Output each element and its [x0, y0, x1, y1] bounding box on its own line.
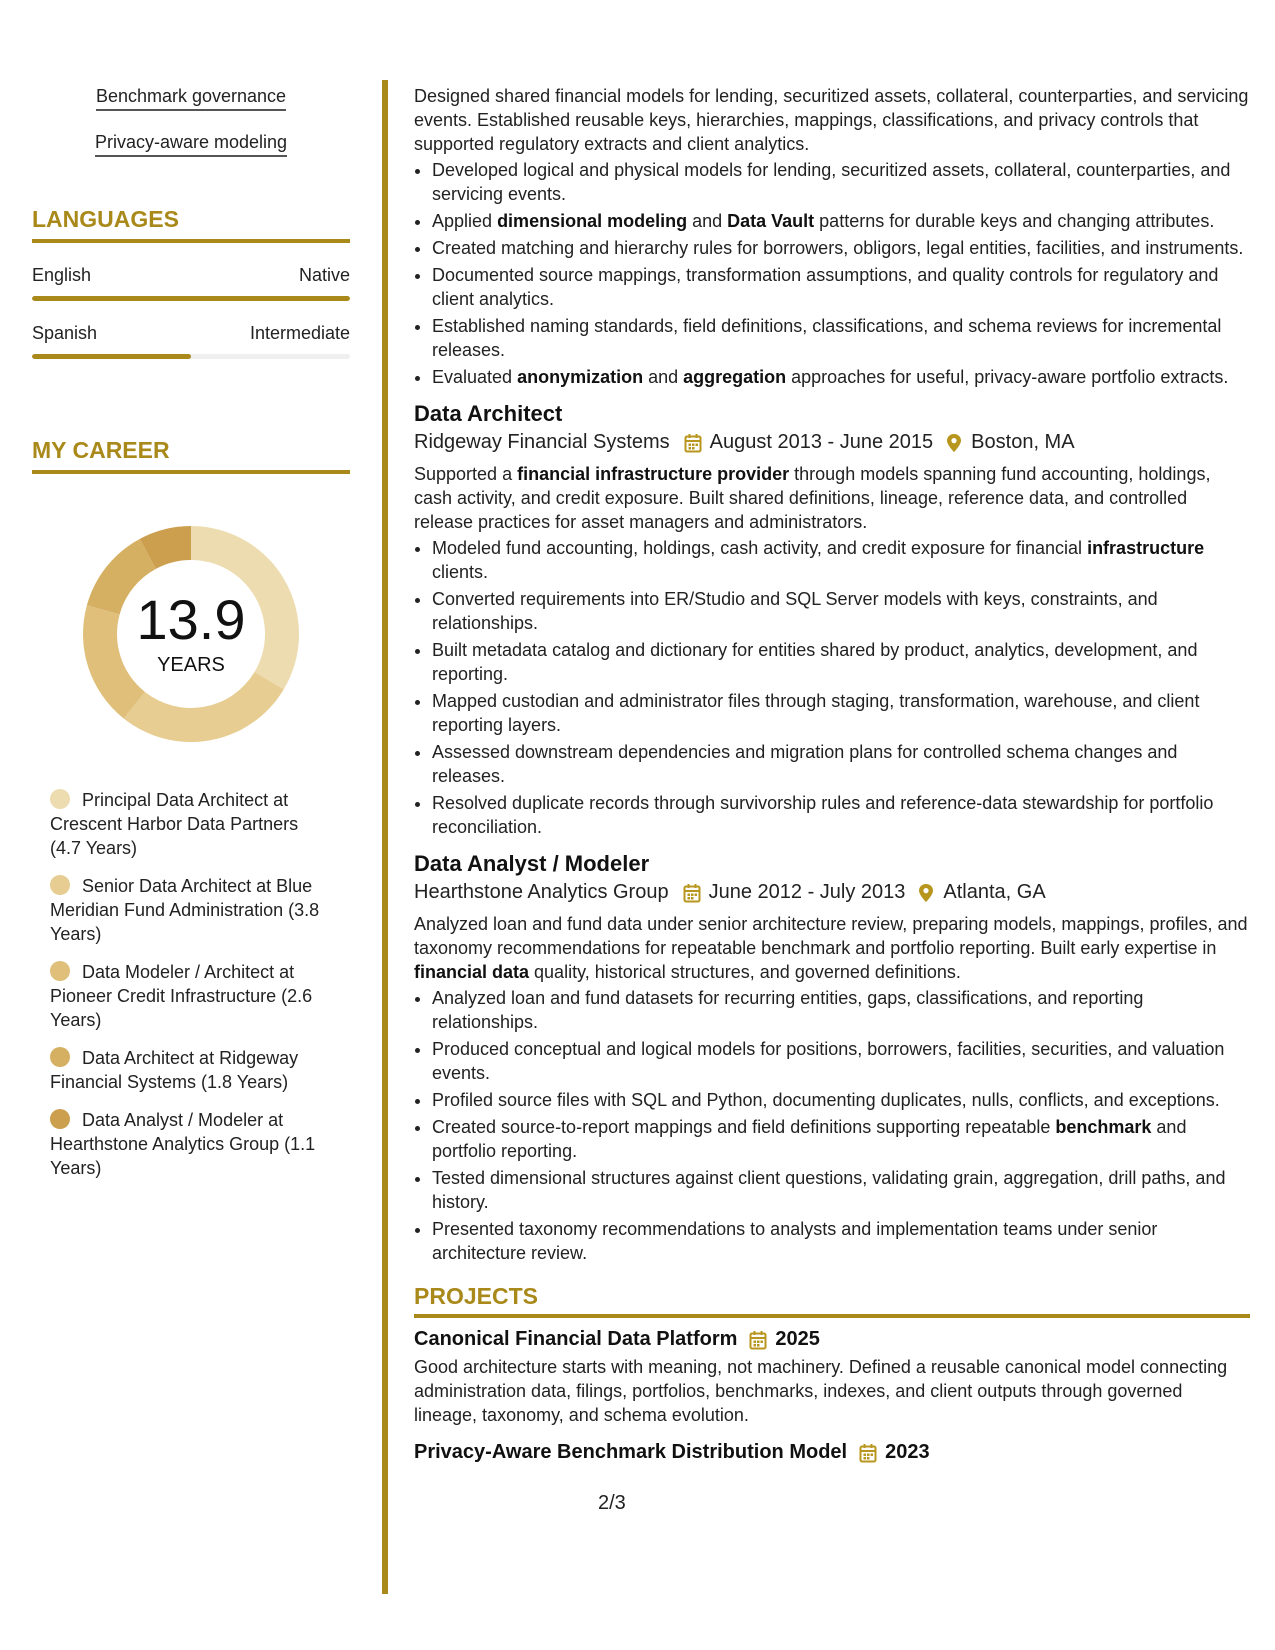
language-level: Intermediate — [249, 323, 350, 343]
projects-heading: PROJECTS — [414, 1283, 1250, 1318]
project-description: Good architecture starts with meaning, not machinery. Defined a reusable canonical model connecting administration data, filings, portfolios, benchmarks, indexes, and client outputs through governed lineage, taxonomy, and schema evolution. — [414, 1357, 1228, 1425]
legend-label: Principal Data Architect at Crescent Harbor Data Partners (4.7 Years) — [50, 790, 299, 858]
job-entry — [414, 401, 1250, 839]
legend-dot — [50, 1047, 70, 1067]
bullet-item: • Built metadata catalog and dictionary for entities shared by product, analytics, development, and reporting. — [432, 638, 1250, 686]
job-summary: Supported a financial infrastructure provider through models spanning fund accounting, holdings, cash activity, and credit exposure. Built shared definitions, lineage, reference data, and controlled release practices for asset managers and administrators. — [414, 464, 1211, 532]
career-heading: MY CAREER — [32, 437, 350, 474]
language-name: English — [32, 265, 92, 285]
calendar-icon — [683, 883, 701, 903]
bullet-item: • Created source-to-report mappings and field definitions supporting repeatable benchmark and portfolio reporting. — [432, 1115, 1250, 1163]
map-pin-icon — [917, 883, 935, 903]
sidebar — [32, 80, 350, 1194]
project-title-row — [414, 1441, 1250, 1464]
job-summary: Analyzed loan and fund data under senior architecture review, preparing models, mappings, profiles, and taxonomy recommendations for repeatable benchmark and portfolio reporting. Built early expertise in financial data quality, historical structures, and governed definitions. — [414, 914, 1248, 982]
job-company: Hearthstone Analytics Group — [414, 881, 669, 903]
job-title: Data Architect — [414, 401, 563, 426]
language-bar-fill — [32, 296, 350, 301]
map-pin-icon — [945, 433, 963, 453]
project-entry — [414, 1441, 1250, 1464]
job-dates: June 2012 - July 2013 — [708, 881, 906, 903]
job-title: Data Analyst / Modeler — [414, 851, 650, 876]
page-number: 2/3 — [598, 1492, 626, 1514]
column-divider — [382, 80, 388, 1594]
language-bar — [32, 354, 350, 359]
job-entry — [414, 851, 1250, 1265]
project-year: 2023 — [885, 1441, 930, 1463]
job-company: Ridgeway Financial Systems — [414, 431, 670, 453]
career-section — [32, 437, 350, 1180]
job-bullets — [414, 986, 1250, 1265]
bullet-item: • Modeled fund accounting, holdings, cash activity, and credit exposure for financial infrastructure clients. — [432, 536, 1250, 584]
role-summary: Designed shared financial models for lending, securitized assets, collateral, counterparties, and servicing events. Established reusable keys, hierarchies, mappings, classifications, and privacy controls that supported regulatory extracts and client analytics. — [414, 86, 1249, 154]
language-bar — [32, 296, 350, 301]
job-meta — [414, 431, 1250, 454]
bullet-item: • Created matching and hierarchy rules for borrowers, obligors, legal entities, facilities, and instruments. — [432, 236, 1250, 260]
bullet-item: • Converted requirements into ER/Studio and SQL Server models with keys, constraints, and relationships. — [432, 587, 1250, 635]
legend-dot — [50, 789, 70, 809]
career-legend — [32, 788, 350, 1180]
legend-dot — [50, 1109, 70, 1129]
project-title-row — [414, 1328, 1250, 1351]
intro-block — [414, 84, 1250, 389]
career-legend-item — [50, 874, 330, 946]
bullet-item: • Mapped custodian and administrator files through staging, transformation, warehouse, and client reporting layers. — [432, 689, 1250, 737]
bullet-item: • Established naming standards, field definitions, classifications, and schema reviews for incremental releases. — [432, 314, 1250, 362]
bullet-item: • Developed logical and physical models for lending, securitized assets, collateral, counterparties, and servicing events. — [432, 158, 1250, 206]
languages-section — [32, 206, 350, 359]
calendar-icon — [684, 433, 702, 453]
language-bar-fill — [32, 354, 191, 359]
project-year: 2025 — [775, 1328, 820, 1350]
legend-label: Data Modeler / Architect at Pioneer Credit Infrastructure (2.6 Years) — [50, 962, 313, 1030]
language-level: Native — [298, 265, 350, 285]
job-location: Atlanta, GA — [943, 881, 1046, 903]
legend-label: Data Architect at Ridgeway Financial Systems (1.8 Years) — [50, 1048, 299, 1092]
legend-label: Senior Data Architect at Blue Meridian Fund Administration (3.8 Years) — [50, 876, 320, 944]
main-content — [414, 84, 1250, 1468]
language-item — [32, 265, 350, 301]
job-dates: August 2013 - June 2015 — [709, 431, 934, 453]
career-total-value: 13.9 — [136, 587, 246, 651]
career-legend-item — [50, 788, 330, 860]
job-meta — [414, 881, 1250, 904]
projects-section — [414, 1283, 1250, 1464]
bullet-item: • Applied dimensional modeling and Data Vault patterns for durable keys and changing attributes. — [432, 209, 1250, 233]
job-bullets — [414, 536, 1250, 839]
language-item — [32, 323, 350, 359]
project-title: Canonical Financial Data Platform — [414, 1328, 738, 1350]
bullet-item: • Analyzed loan and fund datasets for recurring entities, gaps, classifications, and reporting relationships. — [432, 986, 1250, 1034]
legend-label: Data Analyst / Modeler at Hearthstone Analytics Group (1.1 Years) — [50, 1110, 316, 1178]
legend-dot — [50, 875, 70, 895]
career-legend-item — [50, 1108, 330, 1180]
career-legend-item — [50, 960, 330, 1032]
calendar-icon — [749, 1330, 767, 1350]
bullet-item: • Assessed downstream dependencies and migration plans for controlled schema changes and releases. — [432, 740, 1250, 788]
bullet-item: • Tested dimensional structures against client questions, validating grain, aggregation, drill paths, and history. — [432, 1166, 1250, 1214]
career-total-unit: YEARS — [157, 653, 225, 676]
bullet-item: • Presented taxonomy recommendations to analysts and implementation teams under senior architecture review. — [432, 1217, 1250, 1265]
bullet-item: • Documented source mappings, transformation assumptions, and quality controls for regulatory and client analytics. — [432, 263, 1250, 311]
language-name: Spanish — [32, 323, 98, 343]
bullet-item: • Resolved duplicate records through survivorship rules and reference-data stewardship for portfolio reconciliation. — [432, 791, 1250, 839]
role-bullets — [414, 158, 1250, 389]
career-legend-item — [50, 1046, 330, 1094]
bullet-item: • Profiled source files with SQL and Python, documenting duplicates, nulls, conflicts, and exceptions. — [432, 1088, 1250, 1112]
bullet-item: • Evaluated anonymization and aggregation approaches for useful, privacy-aware portfolio extracts. — [432, 365, 1250, 389]
skill-tags — [32, 80, 350, 172]
calendar-icon — [859, 1443, 877, 1463]
legend-dot — [50, 961, 70, 981]
skill-tag: Privacy-aware modeling — [95, 132, 287, 157]
project-entry — [414, 1328, 1250, 1427]
career-donut-chart — [75, 518, 307, 750]
project-title: Privacy-Aware Benchmark Distribution Model — [414, 1441, 848, 1463]
languages-heading: LANGUAGES — [32, 206, 350, 243]
job-location: Boston, MA — [971, 431, 1075, 453]
bullet-item: • Produced conceptual and logical models for positions, borrowers, facilities, securities, and valuation events. — [432, 1037, 1250, 1085]
skill-tag: Benchmark governance — [96, 86, 286, 111]
